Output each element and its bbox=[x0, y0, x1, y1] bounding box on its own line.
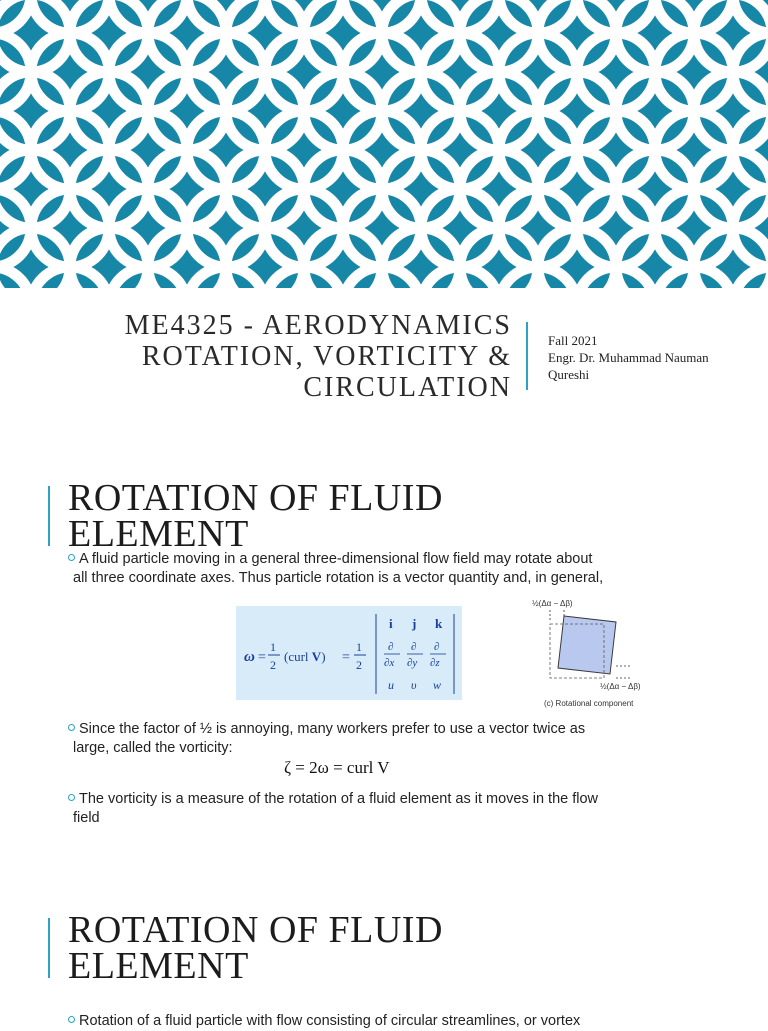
slide2-accent-bar bbox=[48, 918, 50, 978]
bullet-circle-icon bbox=[68, 554, 75, 561]
slide1-bullet-2 bbox=[68, 720, 668, 758]
instructor-line1: Engr. Dr. Muhammad Nauman bbox=[548, 350, 709, 365]
term: Fall 2021 bbox=[548, 333, 598, 348]
svg-text:2: 2 bbox=[356, 658, 362, 672]
svg-text:ω: ω bbox=[244, 649, 255, 665]
slide1-bullet2-line1: Since the factor of ½ is annoying, many workers prefer to use a vector twice as bbox=[79, 721, 586, 737]
bullet-circle-icon bbox=[68, 794, 75, 801]
svg-text:(curl V): (curl V) bbox=[284, 649, 326, 664]
slide2-bullet1-line1: Rotation of a fluid particle with flow consisting of circular streamlines, or vortex bbox=[79, 1013, 581, 1029]
svg-text:∂: ∂ bbox=[434, 641, 440, 653]
slide1-bullet2-line2: large, called the vorticity: bbox=[73, 740, 233, 756]
figure-top-label: ½(Δα − Δβ) bbox=[532, 599, 573, 608]
rotational-component-figure bbox=[520, 596, 670, 711]
slide1-accent-bar bbox=[48, 486, 50, 546]
figure-caption: (c) Rotational component bbox=[544, 699, 634, 708]
slide1-title-line2: ELEMENT bbox=[68, 513, 249, 555]
course-title-line1: ME4325 - AERODYNAMICS bbox=[124, 310, 512, 341]
bullet-circle-icon bbox=[68, 724, 75, 731]
svg-text:∂z: ∂z bbox=[430, 657, 440, 669]
svg-text:i: i bbox=[389, 616, 393, 631]
curl-equation bbox=[236, 606, 462, 700]
slide1-bullet-3 bbox=[68, 790, 668, 828]
svg-text:∂: ∂ bbox=[388, 641, 394, 653]
svg-text:=: = bbox=[342, 650, 350, 665]
svg-text:∂x: ∂x bbox=[384, 657, 395, 669]
svg-text:1: 1 bbox=[270, 640, 276, 654]
svg-text:υ: υ bbox=[411, 678, 417, 692]
instructor-line2: Qureshi bbox=[548, 367, 590, 382]
svg-text:∂y: ∂y bbox=[407, 657, 418, 669]
slide1-bullet3-line1: The vorticity is a measure of the rotation of a fluid element as it moves in the flow bbox=[79, 791, 599, 807]
svg-text:∂: ∂ bbox=[411, 641, 417, 653]
course-title-line2: ROTATION, VORTICITY & bbox=[141, 341, 512, 372]
figure-bottom-label: ½(Δα − Δβ) bbox=[600, 682, 641, 691]
svg-text:j: j bbox=[412, 616, 417, 631]
slide1-bullet-1 bbox=[68, 550, 668, 588]
svg-text:=: = bbox=[258, 650, 266, 665]
slide1-title bbox=[68, 477, 668, 555]
svg-text:1: 1 bbox=[356, 640, 362, 654]
svg-text:2: 2 bbox=[270, 658, 276, 672]
vorticity-equation: ζ = 2ω = curl V bbox=[284, 758, 390, 777]
svg-text:w: w bbox=[433, 678, 442, 692]
slide2-bullet-1 bbox=[68, 1012, 668, 1031]
slide2-title bbox=[68, 909, 668, 987]
slide1-bullet1-line2: all three coordinate axes. Thus particle rotation is a vector quantity and, in general, bbox=[73, 570, 604, 586]
slide1-bullet1-line1: A fluid particle moving in a general three-dimensional flow field may rotate about bbox=[79, 551, 593, 567]
slide1-title-line1: ROTATION OF FLUID bbox=[68, 477, 443, 519]
svg-text:k: k bbox=[435, 616, 443, 631]
course-title-line3: CIRCULATION bbox=[303, 372, 512, 403]
slide1-bullet3-line2: field bbox=[73, 810, 100, 826]
bullet-circle-icon bbox=[68, 1016, 75, 1023]
slide2-title-line2: ELEMENT bbox=[68, 945, 249, 987]
slide2-title-line1: ROTATION OF FLUID bbox=[68, 909, 443, 951]
svg-text:u: u bbox=[388, 678, 394, 692]
